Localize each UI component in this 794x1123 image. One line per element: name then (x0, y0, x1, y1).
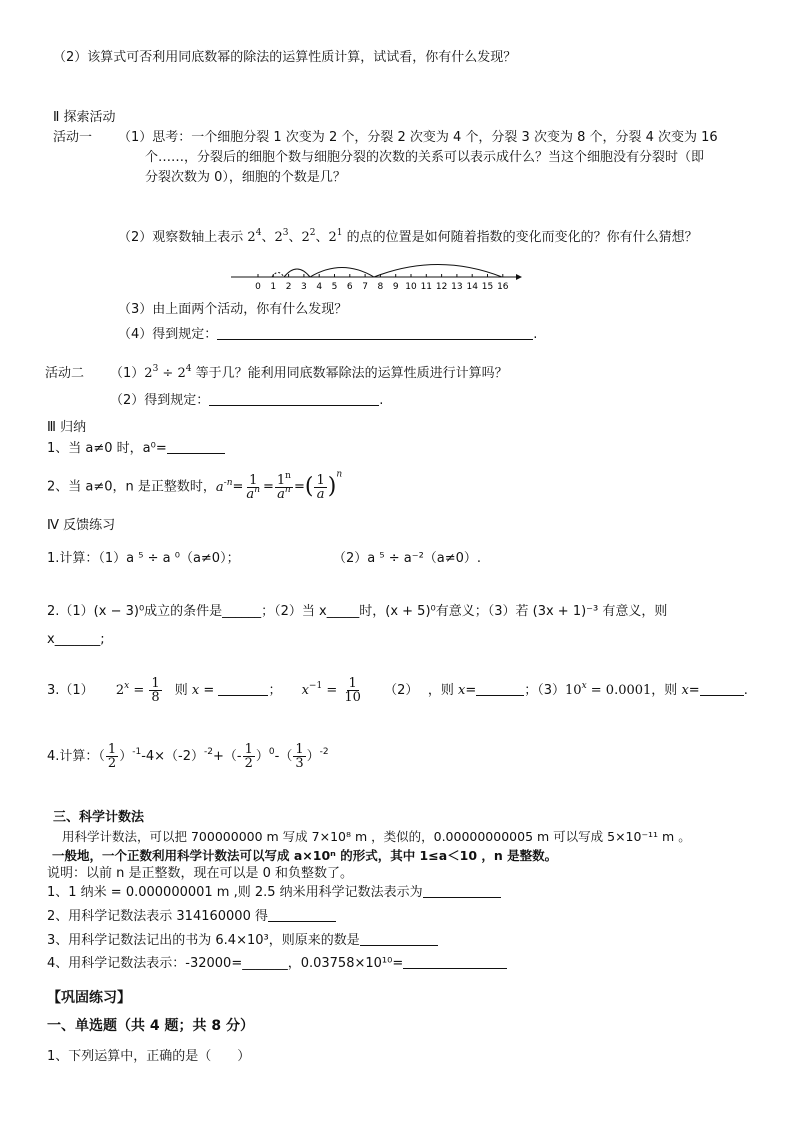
number-line-tick-label: 10 (405, 282, 417, 292)
number-line-tick-label: 0 (255, 282, 261, 292)
summary-item-1: 1、当 a≠0 时，a⁰= (47, 440, 225, 457)
number-line-tick-label: 1 (270, 282, 277, 292)
number-line-tick-label: 13 (451, 282, 463, 292)
question-2: （2）该算式可否利用同底数幂的除法的运算性质计算，试试看，你有什么发现？ (53, 50, 517, 65)
number-line-tick-label: 2 (285, 282, 292, 292)
single-choice-section: 一、单选题（共 4 题；共 8 分） (47, 1018, 254, 1034)
section-explore-heading: Ⅱ 探索活动 (53, 110, 116, 125)
consolidate-heading: 【巩固练习】 (47, 990, 131, 1006)
single-choice-q1: 1、下列运算中，正确的是（ ） (47, 1049, 251, 1064)
number-line-tick-label: 12 (435, 282, 448, 292)
section-summary-heading: Ⅲ 归纳 (47, 420, 87, 435)
sci-heading: 三、科学计数法 (53, 810, 145, 825)
activity-1-q1-line1: （1）思考：一个细胞分裂 1 次变为 2 个，分裂 2 次变为 4 个，分裂 3 次变为 8 个，分裂 4 次变为 16 (118, 130, 718, 145)
number-line-tick-label: 9 (392, 282, 399, 292)
activity-1-q4: （4）得到规定： . (118, 327, 538, 342)
activity-2-q2: （2）得到规定： . (110, 393, 384, 408)
feedback-p1-b: （2）a ⁵ ÷ a⁻²（a≠0）. (333, 551, 482, 566)
number-line-tick-label: 15 (481, 282, 494, 292)
activity-2-label: 活动二 (45, 366, 85, 381)
sci-line-3: 说明：以前 n 是正整数，现在可以是 0 和负整数了。 (47, 866, 354, 881)
number-line-tick-label: 5 (331, 282, 338, 292)
activity-1-q3: （3）由上面两个活动，你有什么发现？ (118, 302, 348, 317)
feedback-p2-line2: x_______; (47, 632, 105, 647)
sci-item-1: 1、1 纳米 = 0.000000001 m ,则 2.5 纳米用科学记数法表示为 (47, 884, 501, 901)
activity-1-q1-line3: 分裂次数为 0），细胞的个数是几？ (145, 170, 346, 185)
feedback-p3: 3.（1） $2^x$ = $\frac{1}{8}$ 则 x = ； $x^{-1}$ = $\frac{1}{10}$ （2） ，则 x= ；$(3)10^x = 0.0001$，则 x= . (47, 676, 748, 705)
number-line-tick-label: 16 (497, 282, 509, 292)
number-line-tick-label: 6 (346, 282, 353, 292)
activity-1-label: 活动一 (53, 130, 93, 145)
feedback-p2-line1: 2.（1）(x − 3)⁰成立的条件是______；（2）当 x_____时，(x + 5)⁰有意义；（3）若 (3x + 1)⁻³ 有意义，则 (47, 604, 668, 619)
activity-2-q1: $(1)2^3 \div 2^4$ 等于几？能利用同底数幂除法的运算性质进行计算吗？ (110, 364, 508, 381)
feedback-p1-a: 1.计算：（1）a ⁵ ÷ a ⁰（a≠0）； (47, 551, 240, 566)
number-line-tick-label: 7 (362, 282, 368, 292)
number-line-tick-label: 14 (466, 282, 478, 292)
number-line-arcs (272, 265, 502, 278)
sci-line-1: 用科学计数法，可以把 700000000 m 写成 7×10⁸ m ，类似的，0.00000000005 m 可以写成 5×10⁻¹¹ m 。 (62, 829, 691, 844)
number-line-tick-label: 8 (377, 282, 384, 292)
sci-item-2: 2、用科学记数法表示 314160000 得 (47, 908, 336, 925)
sci-item-3: 3、用科学记数法记出的书为 6.4×10³，则原来的数是 (47, 932, 438, 949)
number-line-tick-label: 4 (316, 282, 323, 292)
number-line (228, 258, 528, 292)
feedback-p4: 4.计算：（ $\frac{1}{2}$ ）$^{-1}-4\times(-2)^{-2}+(-$ $\frac{1}{2}$ ）$^0$-（ $\frac{1}{3}$ ）$^{-2}$ (47, 742, 329, 771)
sci-line-2: 一般地，一个正数利用科学计数法可以写成 a×10ⁿ 的形式，其中 1≤a＜10 ，n 是整数。 (52, 848, 558, 863)
activity-1-q1-line2: 个……，分裂后的细胞个数与细胞分裂的次数的关系可以表示成什么？当这个细胞没有分裂时（即 (145, 150, 705, 165)
number-line-tick-label: 3 (301, 282, 307, 292)
sci-item-4: 4、用科学记数法表示：-32000=_______，0.03758×10¹⁰= (47, 955, 507, 972)
number-line-tick-label: 11 (420, 282, 433, 292)
summary-item-2: 2、当 a≠0，n 是正整数时，$a^{-n}=$ $\frac{1}{a^n}$ = $\frac{1^n}{a^n}$ =( $\frac{1}{a}$ )$^n$ (47, 469, 343, 502)
section-feedback-heading: Ⅳ 反馈练习 (47, 518, 116, 533)
activity-1-q2: （2）观察数轴上表示 $2^4$、$2^3$、$2^2$、$2^1$ 的点的位置是如何随着指数的变化而变化的？你有什么猜想？ (118, 228, 698, 245)
